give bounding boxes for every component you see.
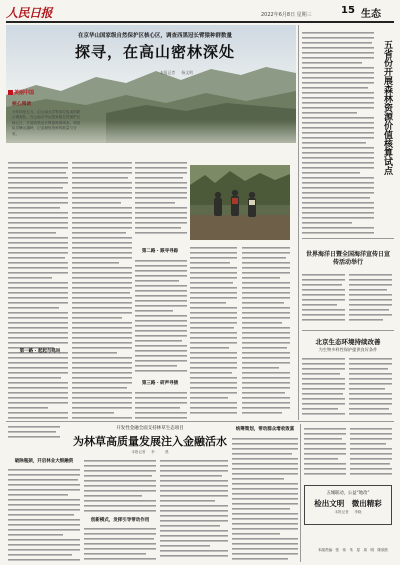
subhead-2: 第二路 · 跟寻寻踪 [141, 249, 179, 254]
bottom-right-subhead: 统筹策划，带动群众增收致富 [235, 427, 295, 432]
tag-square-icon [8, 90, 13, 95]
body-text-lines [72, 160, 132, 420]
beautiful-china-tag [8, 89, 34, 96]
right-story1-body [302, 30, 374, 235]
body-text-lines [135, 160, 187, 250]
right-story3-headline: 北京生态环境持续改善 [315, 338, 381, 346]
body-text-lines [135, 258, 187, 376]
lead-kicker: 在京华山国家级自然保护区核心区，调查西黑冠长臂猿种群数量 [77, 33, 232, 39]
bottom-byline: 本报记者 李 晨 [131, 450, 169, 454]
bottom-col-4 [232, 436, 298, 562]
lead-body-col-2 [72, 160, 132, 420]
body-text-lines [160, 458, 228, 562]
editors-credit: 本版责编：张 伟 朱 星 周 明 陈欣欣 [318, 548, 388, 552]
bottom-col-3 [160, 458, 228, 562]
lead-body-col-3-top [135, 160, 187, 250]
bottom-headline: 为林草高质量发展注入金融活水 [73, 435, 227, 448]
beautiful-china-label: 美丽中国 [14, 90, 35, 96]
body-text-lines [8, 467, 80, 562]
column-divider [298, 25, 299, 420]
right-vertical-headline: 五省份开展森林资源价值核算试点 [382, 40, 392, 175]
page-number: 15 [341, 5, 355, 16]
bottom-column-divider [300, 424, 301, 562]
right-divider-1 [302, 238, 394, 239]
lead-body-col-4 [190, 245, 290, 420]
issue-date: 2022年6月8日 星期三 [261, 12, 312, 18]
subhead-1: 第一路 · 起起与鸣叫 [19, 349, 61, 354]
core-reading-box [8, 100, 83, 158]
core-reading-title: 核心阅读 [12, 102, 32, 107]
right-story3-subhead: 为生物多样性保护提供良好条件 [318, 347, 378, 352]
lead-body-col-3-bottom [135, 390, 187, 420]
lead-byline: 本报记者 杨文明 [160, 70, 193, 75]
body-text-lines [304, 426, 392, 482]
body-text-lines [302, 272, 392, 327]
right-story2-body [302, 272, 392, 327]
bottom-col-2-top [84, 458, 156, 516]
body-text-lines [8, 424, 60, 438]
right-story2-headline: 世界海洋日暨全国海洋宣传日宣传活动举行 [305, 251, 390, 266]
body-text-lines [302, 30, 374, 235]
subhead-3: 第三路 · 研声寻猿 [141, 381, 179, 386]
feature-kicker: 五城联动，公益“地改” [326, 491, 370, 496]
core-reading-text: 今年四至五月，由云南大学等单位组成的联合调查队，在云南京华山国家级自然保护区核心区，开展西黑冠长臂猿种群调查。调查队员攀山越岭，记录濒危物种的数量与分布。 [12, 110, 81, 136]
bottom-left-intro [8, 424, 60, 438]
right-divider-2 [302, 330, 394, 331]
feature-headline: 检出文明 微出精彩 [314, 499, 382, 508]
body-text-lines [84, 458, 156, 516]
right-story3-body [302, 356, 392, 418]
feature-byline: 本报记者 李晓 [334, 510, 362, 514]
body-text-lines [302, 356, 392, 418]
lead-headline: 探寻，在高山密林深处 [74, 43, 235, 61]
field-researchers-photo [190, 165, 290, 240]
body-text-lines [190, 245, 290, 420]
lead-body-col-3-mid [135, 258, 187, 376]
body-text-lines [135, 390, 187, 420]
body-text-lines [8, 160, 68, 420]
bottom-left-subhead: 破除瓶颈，开启林业大银融资 [14, 459, 74, 464]
bottom-kicker: 开发性金融全面支持林草生态项目 [116, 426, 184, 431]
lead-body-col-1 [8, 160, 68, 420]
body-text-lines [84, 526, 156, 562]
right-bottom-body [304, 426, 392, 482]
bottom-mid-subhead: 创新模式，发挥引导带动作用 [90, 518, 150, 523]
section-name: 生态 [361, 9, 381, 20]
section-divider [6, 421, 394, 422]
feature-box [304, 485, 392, 525]
newspaper-logo: 人民日报 [6, 6, 53, 20]
masthead [6, 4, 394, 22]
bottom-col-2-bottom [84, 526, 156, 562]
bottom-col-1 [8, 467, 80, 562]
body-text-lines [232, 436, 298, 562]
masthead-rule [6, 21, 394, 23]
